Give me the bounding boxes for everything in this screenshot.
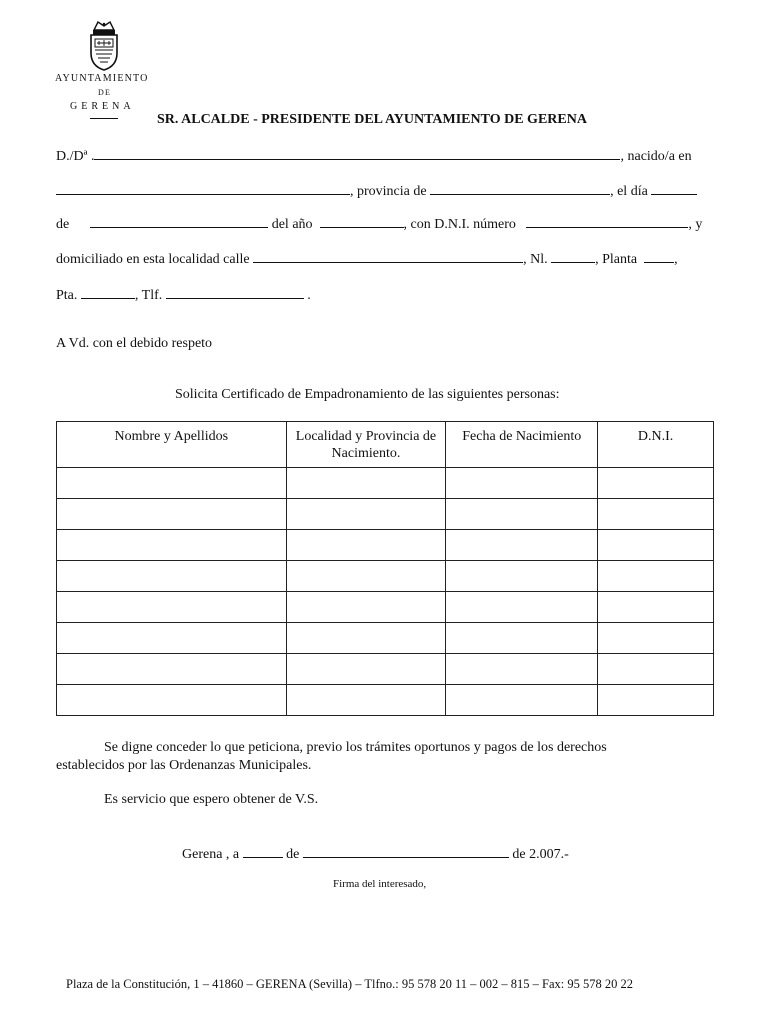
dni-field[interactable] xyxy=(526,215,688,228)
municipal-crest-logo xyxy=(86,20,122,72)
birthplace-field[interactable] xyxy=(56,182,350,195)
table-cell[interactable] xyxy=(598,592,714,623)
month-label: de xyxy=(56,217,70,232)
date-month-field[interactable] xyxy=(303,845,509,858)
table-cell[interactable] xyxy=(57,654,287,685)
year-label: del año xyxy=(271,217,313,232)
number-field[interactable] xyxy=(551,250,595,263)
place-date-label: Gerena , a xyxy=(182,847,240,862)
applicant-line-5 xyxy=(56,286,311,304)
table-row xyxy=(57,561,714,592)
header-birthplace: Localidad y Provincia de Nacimiento. xyxy=(286,422,446,468)
day-field[interactable] xyxy=(651,182,697,195)
org-name-line3: GERENA xyxy=(70,101,135,112)
request-text: Solicita Certificado de Empadronamiento de las siguientes personas: xyxy=(175,387,560,402)
table-cell[interactable] xyxy=(286,561,446,592)
month-field[interactable] xyxy=(90,215,268,228)
table-cell[interactable] xyxy=(446,592,598,623)
line5-period: . xyxy=(307,288,311,303)
table-cell[interactable] xyxy=(57,685,287,716)
table-cell[interactable] xyxy=(286,623,446,654)
org-divider xyxy=(90,118,118,119)
province-field[interactable] xyxy=(430,182,610,195)
table-cell[interactable] xyxy=(598,654,714,685)
table-cell[interactable] xyxy=(57,592,287,623)
closing-paragraph-line2: establecidos por las Ordenanzas Municipales. xyxy=(56,758,312,773)
greeting-text: A Vd. con el debido respeto xyxy=(56,336,213,351)
service-text: Es servicio que espero obtener de V.S. xyxy=(104,792,319,807)
door-label: Pta. xyxy=(56,288,78,303)
table-row xyxy=(57,654,714,685)
applicant-line-4 xyxy=(56,250,678,268)
table-row xyxy=(57,685,714,716)
dni-label: , con D.N.I. número xyxy=(403,217,516,232)
floor-field[interactable] xyxy=(644,250,674,263)
table-cell[interactable] xyxy=(57,623,287,654)
birthplace-label: , nacido/a en xyxy=(620,149,692,164)
day-label: , el día xyxy=(610,184,648,199)
footer-address: Plaza de la Constitución, 1 – 41860 – GERENA (Sevilla) – Tlfno.: 95 578 20 11 – 002 – 815 – Fax: 95 578 20 22 xyxy=(66,977,633,991)
table-row xyxy=(57,592,714,623)
door-field[interactable] xyxy=(81,286,135,299)
table-cell[interactable] xyxy=(286,468,446,499)
table-cell[interactable] xyxy=(286,530,446,561)
persons-table xyxy=(56,421,714,716)
table-cell[interactable] xyxy=(598,685,714,716)
signature-label: Firma del interesado, xyxy=(333,878,427,890)
table-cell[interactable] xyxy=(57,468,287,499)
date-day-field[interactable] xyxy=(243,845,283,858)
applicant-line-1 xyxy=(56,147,692,165)
table-cell[interactable] xyxy=(598,530,714,561)
date-year-label: de 2.007.- xyxy=(512,847,569,862)
name-field[interactable] xyxy=(94,147,620,160)
table-cell[interactable] xyxy=(446,561,598,592)
table-cell[interactable] xyxy=(598,468,714,499)
table-cell[interactable] xyxy=(446,468,598,499)
table-header-row xyxy=(57,422,714,468)
number-label: , Nl. xyxy=(523,252,548,267)
table-cell[interactable] xyxy=(57,499,287,530)
table-cell[interactable] xyxy=(598,499,714,530)
table-cell[interactable] xyxy=(598,623,714,654)
table-cell[interactable] xyxy=(286,592,446,623)
header-birthdate: Fecha de Nacimiento xyxy=(446,422,598,468)
province-label: , provincia de xyxy=(350,184,427,199)
table-row xyxy=(57,468,714,499)
closing-paragraph-line1: Se digne conceder lo que peticiona, previo los trámites oportunos y pagos de los derechos xyxy=(104,740,607,755)
applicant-line-3 xyxy=(56,215,702,233)
line4-comma: , xyxy=(674,252,678,267)
org-name-line2: DE xyxy=(98,88,112,97)
table-cell[interactable] xyxy=(446,685,598,716)
name-label: D./Dª . xyxy=(56,149,95,164)
floor-label: , Planta xyxy=(595,252,638,267)
street-label: domiciliado en esta localidad calle xyxy=(56,252,250,267)
table-cell[interactable] xyxy=(286,685,446,716)
table-cell[interactable] xyxy=(598,561,714,592)
table-cell[interactable] xyxy=(286,499,446,530)
table-cell[interactable] xyxy=(446,530,598,561)
table-cell[interactable] xyxy=(446,623,598,654)
table-row xyxy=(57,499,714,530)
table-cell[interactable] xyxy=(57,530,287,561)
table-row xyxy=(57,623,714,654)
header-name: Nombre y Apellidos xyxy=(57,422,287,468)
table-cell[interactable] xyxy=(286,654,446,685)
phone-label: , Tlf. xyxy=(134,288,163,303)
org-name-line1: AYUNTAMIENTO xyxy=(55,73,149,84)
date-of-label: de xyxy=(286,847,300,862)
table-cell[interactable] xyxy=(446,654,598,685)
table-cell[interactable] xyxy=(446,499,598,530)
year-field[interactable] xyxy=(320,215,404,228)
address-conjunction: , y xyxy=(688,217,703,232)
applicant-line-2 xyxy=(56,182,697,200)
table-cell[interactable] xyxy=(57,561,287,592)
street-field[interactable] xyxy=(253,250,523,263)
header-dni: D.N.I. xyxy=(598,422,714,468)
page-title: SR. ALCALDE - PRESIDENTE DEL AYUNTAMIENTO DE GERENA xyxy=(157,112,587,127)
date-line xyxy=(182,845,569,863)
phone-field[interactable] xyxy=(166,286,304,299)
table-row xyxy=(57,530,714,561)
